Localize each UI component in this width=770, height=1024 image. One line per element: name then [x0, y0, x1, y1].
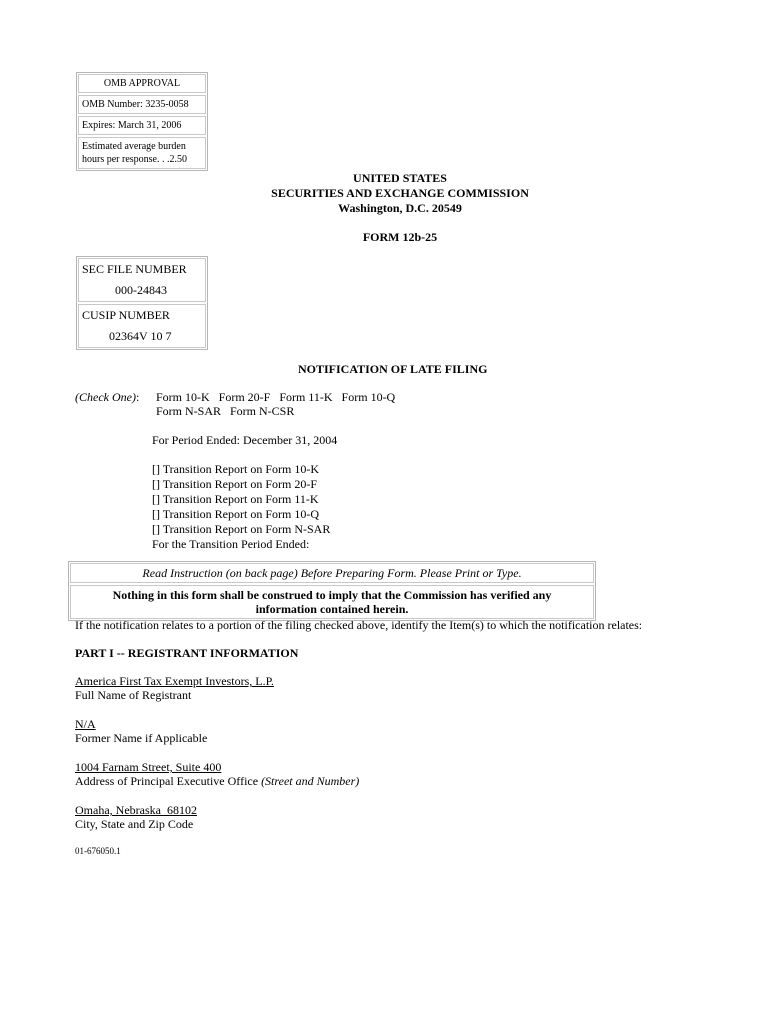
disclaimer-line1: Nothing in this form shall be construed to imply that the Commission has verified any [112, 588, 552, 602]
period-ended: For Period Ended: December 31, 2004 [152, 433, 338, 447]
form-options-line2: Form N-SAR Form N-CSR [156, 404, 295, 418]
sec-file-value: 000-24843 [115, 283, 167, 297]
registrant-name-label: Full Name of Registrant [75, 688, 192, 702]
omb-approval-title: OMB APPROVAL [78, 74, 206, 93]
transition-10k: [] Transition Report on Form 10-K [152, 462, 320, 476]
principal-address: 1004 Farnam Street, Suite 400 [75, 760, 222, 774]
instruction-box [68, 561, 596, 621]
principal-address-label [75, 774, 359, 789]
cusip-label: CUSIP NUMBER [82, 308, 170, 322]
transition-20f: [] Transition Report on Form 20-F [152, 477, 318, 491]
omb-burden-line1: Estimated average burden [82, 141, 186, 152]
notification-relates: If the notification relates to a portion of the filing checked above, identify the Item(s) to which the notification relates: [75, 618, 643, 632]
cusip-value: 02364V 10 7 [109, 329, 172, 343]
city-state-zip: Omaha, Nebraska 68102 [75, 803, 197, 817]
check-one-label [75, 390, 139, 405]
transition-nsar: [] Transition Report on Form N-SAR [152, 522, 331, 536]
check-one-colon: : [135, 390, 140, 404]
transition-10q: [] Transition Report on Form 10-Q [152, 507, 320, 521]
address-label-italic: (Street and Number) [261, 774, 360, 788]
omb-expires: Expires: March 31, 2006 [78, 116, 206, 135]
header-united-states: UNITED STATES [353, 171, 447, 185]
omb-approval-box [76, 72, 208, 171]
disclaimer-line2: information contained herein. [255, 602, 409, 616]
sec-file-cell [78, 258, 206, 302]
sec-file-label: SEC FILE NUMBER [82, 262, 187, 276]
notification-title: NOTIFICATION OF LATE FILING [298, 362, 488, 376]
city-state-zip-label: City, State and Zip Code [75, 817, 194, 831]
former-name: N/A [75, 717, 96, 731]
read-instruction: Read Instruction (on back page) Before Preparing Form. Please Print or Type. [70, 563, 594, 583]
header-address: Washington, D.C. 20549 [338, 201, 462, 215]
part1-heading: PART I -- REGISTRANT INFORMATION [75, 646, 299, 660]
omb-burden-line2: hours per response. . .2.50 [82, 154, 187, 165]
transition-period-ended: For the Transition Period Ended: [152, 537, 310, 551]
form-options-line1: Form 10-K Form 20-F Form 11-K Form 10-Q [156, 390, 396, 404]
omb-burden [78, 137, 206, 169]
transition-11k: [] Transition Report on Form 11-K [152, 492, 319, 506]
header-commission: SECURITIES AND EXCHANGE COMMISSION [271, 186, 529, 200]
check-one-text: (Check One) [75, 390, 136, 404]
omb-number: OMB Number: 3235-0058 [78, 95, 206, 114]
document-id: 01-676050.1 [75, 846, 121, 856]
cusip-cell [78, 304, 206, 348]
registrant-name: America First Tax Exempt Investors, L.P. [75, 674, 274, 688]
disclaimer-cell [70, 585, 594, 619]
form-number: FORM 12b-25 [362, 230, 438, 244]
address-label-text: Address of Principal Executive Office [75, 774, 262, 788]
file-number-box [76, 256, 208, 350]
former-name-label: Former Name if Applicable [75, 731, 208, 745]
